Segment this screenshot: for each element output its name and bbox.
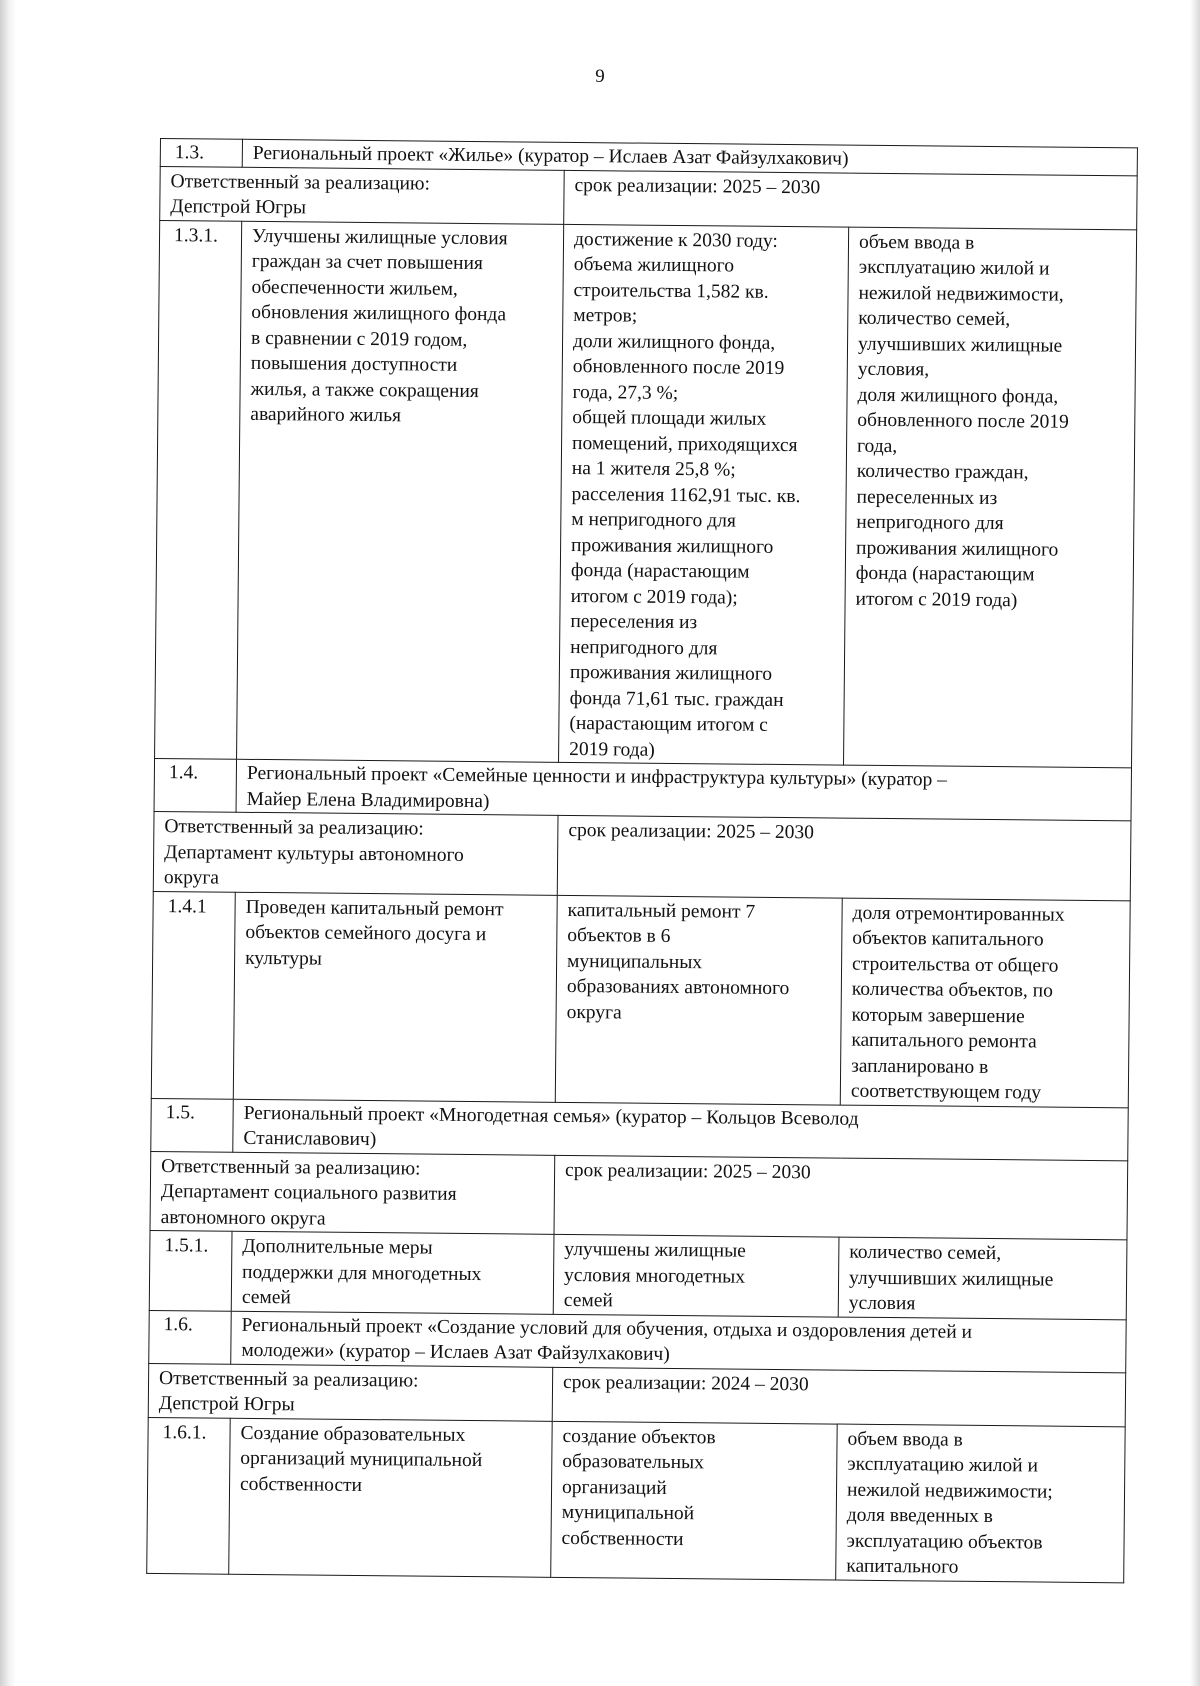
project-number: 1.4. xyxy=(154,758,237,812)
result-row xyxy=(151,891,1130,1107)
result-description: Дополнительные меры поддержки для многодетных семей xyxy=(231,1231,554,1314)
project-title: Региональный проект «Многодетная семья» (куратор – Кольцов Всеволод Станиславович) xyxy=(233,1099,1128,1161)
projects-table xyxy=(146,138,1138,1583)
result-row xyxy=(147,1417,1125,1582)
result-description: Улучшены жилищные условия граждан за счет повышения обеспеченности жильем, обновления жилищного фонда в сравнении с 2019 годом, повышения доступности жилья, а также сокращения аварийного жилья xyxy=(237,221,564,763)
result-target: создание объектов образовательных организаций муниципальной собственности xyxy=(551,1421,837,1580)
result-number: 1.5.1. xyxy=(149,1230,232,1310)
responsible-cell: Ответственный за реализацию: Департамент культуры автономного округа xyxy=(153,811,558,894)
responsible-row xyxy=(160,166,1137,229)
responsible-row xyxy=(150,1151,1128,1240)
page-number: 9 xyxy=(595,66,605,87)
result-target: капитальный ремонт 7 объектов в 6 муниципальных образованиях автономного округа xyxy=(555,895,842,1105)
responsible-cell: Ответственный за реализацию: Депстрой Югры xyxy=(148,1363,552,1421)
result-indicator: объем ввода в эксплуатацию жилой и нежилой недвижимости; доля введенных в эксплуатацию объектов капитального xyxy=(836,1424,1125,1583)
project-number: 1.5. xyxy=(151,1098,234,1152)
result-number: 1.3.1. xyxy=(155,220,242,759)
term-cell: срок реализации: 2025 – 2030 xyxy=(564,170,1137,229)
responsible-row xyxy=(148,1363,1125,1426)
result-description: Проведен капитальный ремонт объектов семейного досуга и культуры xyxy=(233,892,557,1102)
result-target: достижение к 2030 году: объема жилищного строительства 1,582 кв. метров; доли жилищного фонда, обновленного после 2019 года, 27,3 %; общей площади жилых помещений, приходящихся на 1 жителя 25,8 %; расселения 1162,91 тыс. кв. м непригодного для проживания жилищного фонда (нарастающим итогом с 2019 года); переселения из непригодного для проживания жилищного фонда 71,61 тыс. граждан (нарастающим итогом с 2019 года) xyxy=(559,224,849,765)
scan-edge-right xyxy=(1190,0,1200,1686)
project-row xyxy=(151,1098,1128,1160)
result-target: улучшены жилищные условия многодетных семей xyxy=(553,1234,839,1316)
project-row xyxy=(149,1310,1126,1372)
term-cell: срок реализации: 2025 – 2030 xyxy=(554,1155,1128,1240)
result-row xyxy=(155,220,1137,768)
project-title: Региональный проект «Создание условий для обучения, отдыха и оздоровления детей и молодежи» (куратор – Ислаев Азат Файзулхакович) xyxy=(231,1311,1126,1373)
project-number: 1.3. xyxy=(160,139,242,167)
responsible-cell: Ответственный за реализацию: Депстрой Югры xyxy=(160,166,564,224)
result-row xyxy=(149,1230,1127,1319)
result-indicator: количество семей, улучшивших жилищные условия xyxy=(838,1237,1127,1319)
result-indicator: доля отремонтированных объектов капитального строительства от общего количества объектов, по которым завершение капитального ремонта запланировано в соответствующем году xyxy=(840,898,1130,1108)
responsible-cell: Ответственный за реализацию: Департамент социального развития автономного округа xyxy=(150,1151,555,1234)
project-title: Региональный проект «Семейные ценности и инфраструктура культуры» (куратор – Майер Елена Владимировна) xyxy=(236,759,1131,821)
term-cell: срок реализации: 2025 – 2030 xyxy=(557,815,1131,900)
result-number: 1.6.1. xyxy=(147,1417,230,1574)
project-number: 1.6. xyxy=(149,1310,232,1364)
project-title: Региональный проект «Жилье» (куратор – Ислаев Азат Файзулхакович) xyxy=(242,139,1137,175)
scan-edge-left xyxy=(0,0,16,1686)
result-indicator: объем ввода в эксплуатацию жилой и нежилой недвижимости, количество семей, улучшивших жилищные условия, доля жилищного фонда, обновленного после 2019 года, количество граждан, переселенных из непригодного для проживания жилищного фонда (нарастающим итогом с 2019 года) xyxy=(844,227,1137,768)
result-description: Создание образовательных организаций муниципальной собственности xyxy=(229,1418,552,1577)
project-row xyxy=(154,758,1131,820)
result-number: 1.4.1 xyxy=(151,891,235,1099)
responsible-row xyxy=(153,811,1131,900)
term-cell: срок реализации: 2024 – 2030 xyxy=(552,1367,1125,1426)
